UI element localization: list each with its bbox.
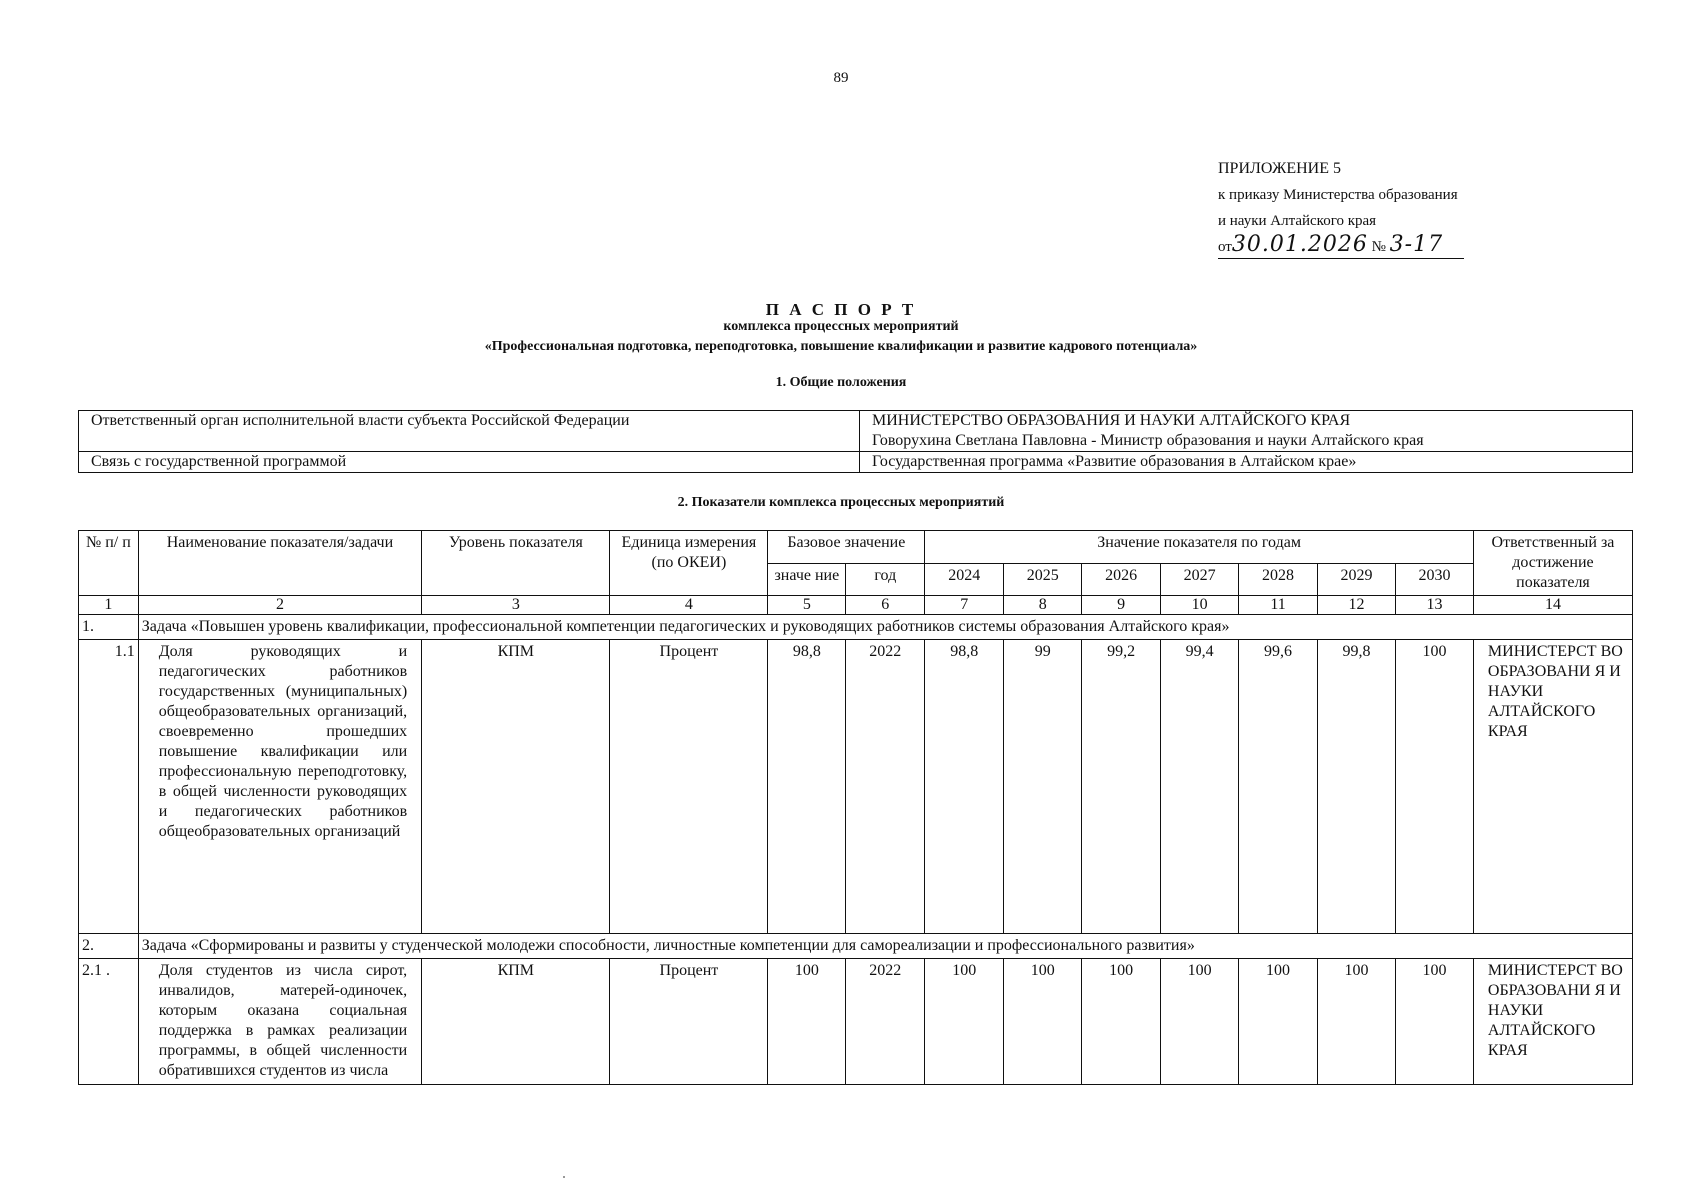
column-number: 3 bbox=[422, 596, 610, 615]
column-number: 11 bbox=[1239, 596, 1318, 615]
section-general-title: 1. Общие положения bbox=[775, 375, 907, 390]
col-header-year: 2024 bbox=[925, 563, 1004, 596]
table-row bbox=[79, 411, 1633, 452]
document-title: П А С П О Р Т bbox=[765, 300, 917, 319]
responsible-person: Говорухина Светлана Павловна - Министр образования и науки Алтайского края bbox=[872, 432, 1424, 449]
appendix-title: ПРИЛОЖЕНИЕ 5 bbox=[1218, 160, 1342, 177]
column-number: 8 bbox=[1004, 596, 1082, 615]
responsible-organ: МИНИСТЕРСТВО ОБРАЗОВАНИЯ И НАУКИ АЛТАЙСКОГО КРАЯ bbox=[872, 412, 1351, 429]
indicator-row bbox=[79, 959, 1633, 1085]
table-row bbox=[79, 452, 1633, 473]
indicator-value-2027: 99,4 bbox=[1161, 640, 1239, 934]
header-row bbox=[79, 531, 1633, 564]
indicator-level: КПМ bbox=[422, 959, 610, 1085]
appendix-line1: к приказу Министерства образования bbox=[1218, 187, 1458, 203]
indicator-value-2030: 100 bbox=[1395, 640, 1473, 934]
indicator-value-2024: 98,8 bbox=[925, 640, 1004, 934]
column-number-row bbox=[79, 596, 1633, 615]
column-number: 2 bbox=[138, 596, 421, 615]
col-header-year: 2026 bbox=[1082, 563, 1161, 596]
task-num: 2. bbox=[79, 934, 139, 959]
indicator-value-2027: 100 bbox=[1161, 959, 1239, 1085]
indicator-value-2025: 100 bbox=[1004, 959, 1082, 1085]
general-label: Ответственный орган исполнительной власти субъекта Российской Федерации bbox=[79, 411, 860, 452]
indicator-value-2030: 100 bbox=[1395, 959, 1473, 1085]
col-header-year: 2028 bbox=[1239, 563, 1318, 596]
indicator-value-2026: 99,2 bbox=[1082, 640, 1161, 934]
column-number: 4 bbox=[610, 596, 768, 615]
indicators-table bbox=[78, 530, 1633, 1085]
column-number: 5 bbox=[768, 596, 846, 615]
section-indicators-title: 2. Показатели комплекса процессных мероприятий bbox=[677, 495, 1005, 510]
indicator-unit: Процент bbox=[610, 959, 768, 1085]
appendix-block bbox=[1218, 156, 1464, 260]
indicator-base-value: 98,8 bbox=[768, 640, 846, 934]
indicator-num: 2.1 . bbox=[79, 959, 139, 1085]
col-header-name: Наименование показателя/задачи bbox=[138, 531, 421, 596]
general-provisions-table bbox=[78, 410, 1633, 473]
col-header-by-years: Значение показателя по годам bbox=[925, 531, 1474, 564]
indicator-unit: Процент bbox=[610, 640, 768, 934]
task-title: Задача «Повышен уровень квалификации, профессиональной компетенции педагогических и руководящих работников системы образования Алтайского края» bbox=[138, 615, 1632, 640]
indicator-value-2028: 99,6 bbox=[1239, 640, 1318, 934]
col-header-level: Уровень показателя bbox=[422, 531, 610, 596]
col-header-unit: Единица измерения (по ОКЕИ) bbox=[610, 531, 768, 596]
scan-speck bbox=[563, 1176, 565, 1178]
complex-name: «Профессиональная подготовка, переподготовка, повышение квалификации и развитие кадрового потенциала» bbox=[484, 339, 1198, 354]
indicator-value-2028: 100 bbox=[1239, 959, 1318, 1085]
indicator-base-value: 100 bbox=[768, 959, 846, 1085]
col-header-responsible: Ответственный за достижение показателя bbox=[1473, 531, 1632, 596]
col-header-year: 2025 bbox=[1004, 563, 1082, 596]
column-number: 7 bbox=[925, 596, 1004, 615]
col-header-year: 2027 bbox=[1161, 563, 1239, 596]
indicator-level: КПМ bbox=[422, 640, 610, 934]
indicator-value-2029: 100 bbox=[1318, 959, 1396, 1085]
general-value: Государственная программа «Развитие образования в Алтайском крае» bbox=[860, 452, 1633, 473]
indicator-row bbox=[79, 640, 1633, 934]
col-header-base-value: значе ние bbox=[768, 563, 846, 596]
column-number: 1 bbox=[79, 596, 139, 615]
indicator-num: 1.1 bbox=[79, 640, 139, 934]
task-row bbox=[79, 934, 1633, 959]
general-label: Связь с государственной программой bbox=[79, 452, 860, 473]
appendix-order-line bbox=[1218, 234, 1464, 260]
col-header-year: 2030 bbox=[1395, 563, 1473, 596]
column-number: 14 bbox=[1473, 596, 1632, 615]
column-number: 13 bbox=[1395, 596, 1473, 615]
appendix-line2: и науки Алтайского края bbox=[1218, 213, 1377, 229]
col-header-num: № п/ п bbox=[79, 531, 139, 596]
indicator-value-2024: 100 bbox=[925, 959, 1004, 1085]
indicator-responsible: МИНИСТЕРСТ ВО ОБРАЗОВАНИ Я И НАУКИ АЛТАЙСКОГО КРАЯ bbox=[1473, 640, 1632, 934]
task-row bbox=[79, 615, 1633, 640]
indicator-value-2026: 100 bbox=[1082, 959, 1161, 1085]
page-number: 89 bbox=[833, 70, 849, 86]
appendix-from-label: от bbox=[1218, 239, 1232, 255]
general-value bbox=[860, 411, 1633, 452]
indicator-value-2025: 99 bbox=[1004, 640, 1082, 934]
task-title: Задача «Сформированы и развиты у студенческой молодежи способности, личностные компетенции для самореализации и профессионального развития» bbox=[138, 934, 1632, 959]
document-subtitle: комплекса процессных мероприятий bbox=[723, 319, 959, 334]
handwritten-number: 3-17 bbox=[1389, 232, 1444, 257]
indicator-name: Доля студентов из числа сирот, инвалидов, матерей-одиночек, которым оказана социальная поддержка в рамках реализации программы, в общей численности обратившихся студентов из числа bbox=[138, 959, 421, 1085]
indicator-base-year: 2022 bbox=[846, 959, 925, 1085]
indicator-name: Доля руководящих и педагогических работников государственных (муниципальных) общеобразовательных организаций, своевременно прошедших повышение квалификации или профессиональную переподготовку, в общей численности руководящих и педагогических работников общеобразовательных организаций bbox=[138, 640, 421, 934]
column-number: 10 bbox=[1161, 596, 1239, 615]
handwritten-date: 30.01.2026 bbox=[1231, 232, 1368, 257]
task-num: 1. bbox=[79, 615, 139, 640]
col-header-base-year: год bbox=[846, 563, 925, 596]
col-header-base: Базовое значение bbox=[768, 531, 925, 564]
column-number: 9 bbox=[1082, 596, 1161, 615]
appendix-number-label: № bbox=[1371, 239, 1386, 255]
col-header-year: 2029 bbox=[1318, 563, 1396, 596]
indicator-responsible: МИНИСТЕРСТ ВО ОБРАЗОВАНИ Я И НАУКИ АЛТАЙСКОГО КРАЯ bbox=[1473, 959, 1632, 1085]
indicator-value-2029: 99,8 bbox=[1318, 640, 1396, 934]
indicator-base-year: 2022 bbox=[846, 640, 925, 934]
column-number: 6 bbox=[846, 596, 925, 615]
column-number: 12 bbox=[1318, 596, 1396, 615]
